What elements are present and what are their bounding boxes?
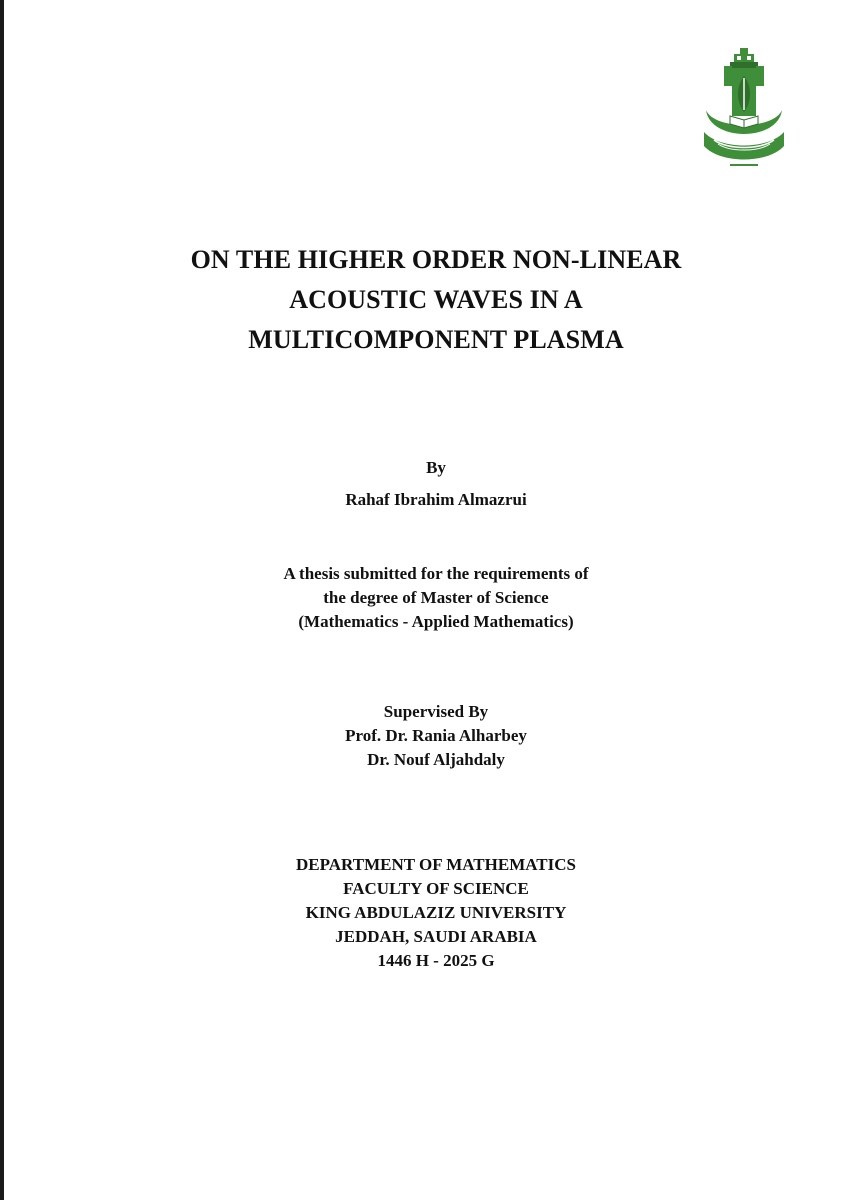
supervised-by-label: Supervised By [383, 702, 489, 721]
institution-block [4, 853, 868, 973]
location: JEDDAH, SAUDI ARABIA [335, 927, 537, 946]
supervisor-name: Prof. Dr. Rania Alharbey [345, 726, 527, 745]
university-emblem-icon [700, 46, 788, 174]
thesis-statement [4, 562, 868, 634]
by-label: By [426, 458, 446, 477]
title-line: ACOUSTIC WAVES IN A [289, 285, 583, 314]
supervision-block [4, 700, 868, 772]
author-name: Rahaf Ibrahim Almazrui [345, 490, 527, 509]
university-name: KING ABDULAZIZ UNIVERSITY [305, 903, 567, 922]
title-line: ON THE HIGHER ORDER NON-LINEAR [190, 245, 682, 274]
year: 1446 H - 2025 G [377, 951, 495, 970]
thesis-title [4, 240, 868, 360]
supervisor-name: Dr. Nouf Aljahdaly [367, 750, 505, 769]
thesis-statement-line: (Mathematics - Applied Mathematics) [298, 612, 574, 631]
faculty-name: FACULTY OF SCIENCE [343, 879, 529, 898]
department-name: DEPARTMENT OF MATHEMATICS [296, 855, 576, 874]
title-line: MULTICOMPONENT PLASMA [248, 325, 624, 354]
thesis-statement-line: A thesis submitted for the requirements of [283, 564, 589, 583]
thesis-statement-line: the degree of Master of Science [323, 588, 549, 607]
thesis-title-page [4, 0, 868, 1200]
